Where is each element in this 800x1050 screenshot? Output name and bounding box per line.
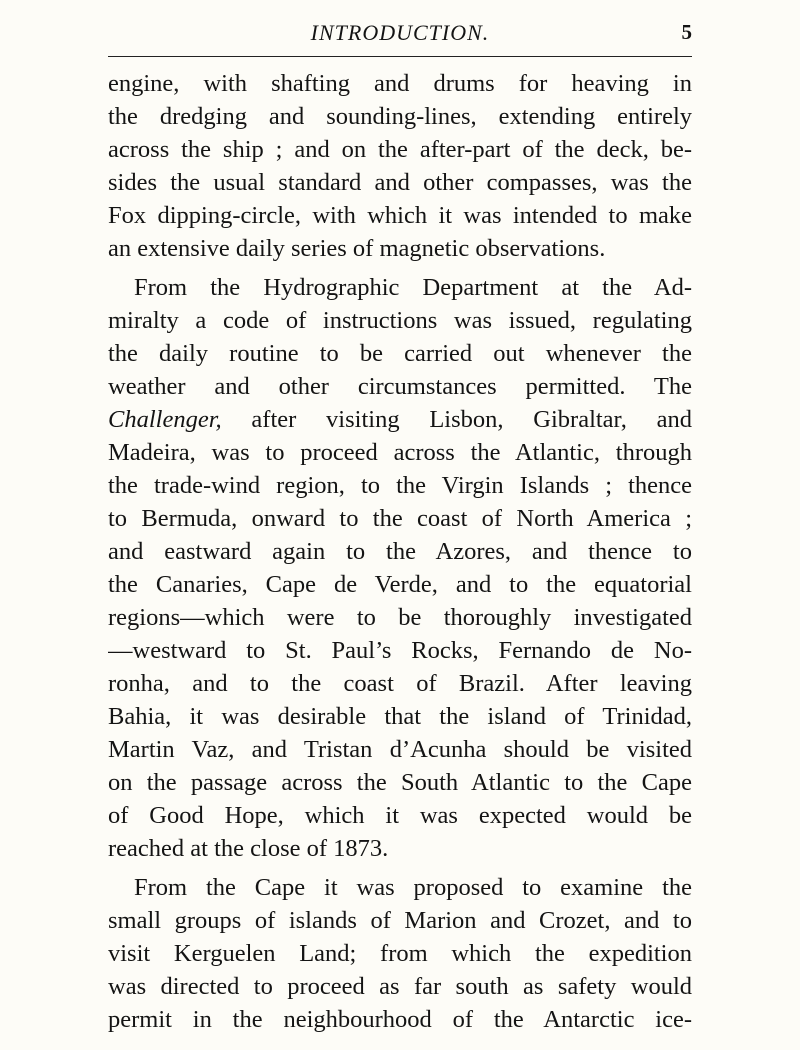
text-line: on the passage across the South Atlantic to the Cape	[108, 769, 692, 796]
text-line: the Canaries, Cape de Verde, and to the equatorial	[108, 571, 692, 598]
text-line: across the ship ; and on the after-part of the deck, be-	[108, 136, 692, 163]
text-line: Madeira, was to proceed across the Atlantic, through	[108, 439, 692, 466]
text-line: miralty a code of instructions was issued, regulating	[108, 307, 692, 334]
text-line: From the Hydrographic Department at the Ad-	[134, 274, 692, 301]
text-line: regions—which were to be thoroughly investigated	[108, 604, 692, 631]
text-line: —westward to St. Paul’s Rocks, Fernando de No-	[108, 637, 692, 664]
running-title: INTRODUCTION.	[310, 20, 490, 45]
text-line: small groups of islands of Marion and Crozet, and to	[108, 907, 692, 934]
text-line: ronha, and to the coast of Brazil. After leaving	[108, 670, 692, 697]
paragraph-2	[108, 271, 692, 865]
body-text	[108, 67, 692, 1036]
text-line: engine, with shafting and drums for heaving in	[108, 70, 692, 97]
text-line: an extensive daily series of magnetic observations.	[108, 235, 606, 262]
text-line: visit Kerguelen Land; from which the expedition	[108, 940, 692, 967]
text-line: From the Cape it was proposed to examine the	[134, 874, 692, 901]
page-header	[108, 18, 692, 52]
text-line: reached at the close of 1873.	[108, 835, 389, 862]
text-line: Fox dipping-circle, with which it was intended to make	[108, 202, 692, 229]
text-line: the trade-wind region, to the Virgin Islands ; thence	[108, 472, 692, 499]
text-line: sides the usual standard and other compasses, was the	[108, 169, 692, 196]
text-line: the dredging and sounding-lines, extending entirely	[108, 103, 692, 130]
text-line: was directed to proceed as far south as safety would	[108, 973, 692, 1000]
text-line: Martin Vaz, and Tristan d’Acunha should be visited	[108, 736, 692, 763]
paragraph-1	[108, 67, 692, 265]
paragraph-3	[108, 871, 692, 1036]
text-line	[108, 403, 692, 436]
text-line: of Good Hope, which it was expected would be	[108, 802, 692, 829]
text-line: to Bermuda, onward to the coast of North America ;	[108, 505, 692, 532]
page-number: 5	[681, 20, 692, 44]
text-line: the daily routine to be carried out whenever the	[108, 340, 692, 367]
text-line: weather and other circumstances permitted. The	[108, 373, 692, 400]
text-line: Bahia, it was desirable that the island of Trinidad,	[108, 703, 692, 730]
text-line: and eastward again to the Azores, and thence to	[108, 538, 692, 565]
text-line-rest: after visiting Lisbon, Gibraltar, and	[221, 406, 692, 433]
header-rule	[108, 56, 692, 57]
ship-name: Challenger,	[108, 406, 222, 433]
text-line: permit in the neighbourhood of the Antarctic ice-	[108, 1006, 692, 1033]
